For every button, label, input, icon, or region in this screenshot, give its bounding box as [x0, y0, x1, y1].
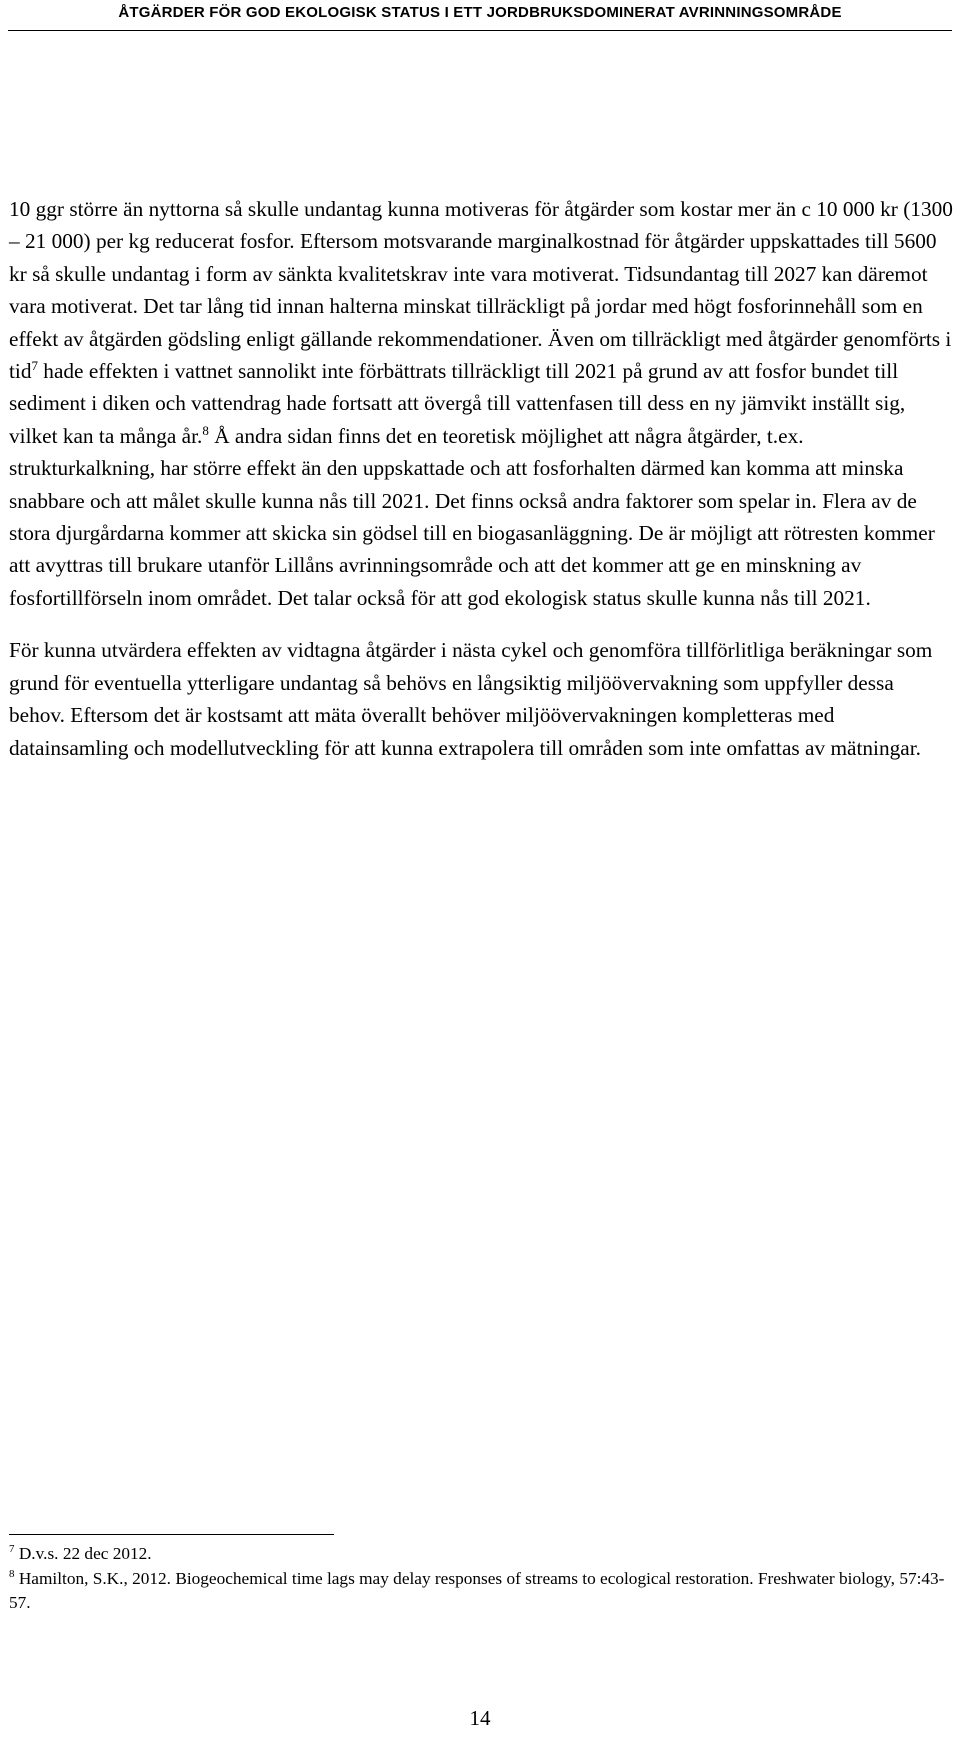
footnote-ref-7: 7	[31, 357, 38, 373]
footnote-number: 8	[9, 1567, 15, 1580]
footnote-text: Hamilton, S.K., 2012. Biogeochemical time lags may delay responses of streams to ecological restoration. Freshwater biology, 57:43-57.	[9, 1568, 945, 1612]
page-number: 14	[469, 1706, 491, 1730]
paragraph-1-part-c: Å andra sidan finns det en teoretisk möjlighet att några åtgärder, t.ex. strukturkalkning, har större effekt än den uppskattade och att fosforhalten därmed kan komma att minska snabbare och att målet skulle kunna nås till 2021. Det finns också andra faktorer som spelar in. Flera av de stora djurgårdarna kommer att skicka sin gödsel till en biogasanläggning. De är möjligt att rötresten kommer att avyttras till brukare utanför Lillåns avrinningsområde och att det kommer att ge en minskning av fosfortillförseln inom området. Det talar också för att god ekologisk status skulle kunna nås till 2021.	[9, 423, 935, 610]
footnote-8	[9, 1567, 953, 1616]
header-rule	[8, 30, 952, 31]
paragraph-2: För kunna utvärdera effekten av vidtagna åtgärder i nästa cykel och genomföra tillförlitliga beräkningar som grund för eventuella ytterligare undantag så behövs en långsiktig miljöövervakning som uppfyller dessa behov. Eftersom det är kostsamt att mäta överallt behöver miljöövervakningen kompletteras med datainsamling och modellutveckling för att kunna extrapolera till områden som inte omfattas av mätningar.	[9, 638, 933, 760]
footnote-number: 7	[9, 1543, 15, 1556]
footnote-7	[9, 1542, 953, 1567]
body-text	[9, 193, 953, 764]
running-header: ÅTGÄRDER FÖR GOD EKOLOGISK STATUS I ETT JORDBRUKSDOMINERAT AVRINNINGSOMRÅDE	[118, 4, 842, 21]
footnote-separator	[9, 1534, 334, 1535]
footnote-text: D.v.s. 22 dec 2012.	[14, 1544, 152, 1563]
paragraph-1-part-b: hade effekten i vattnet sannolikt inte förbättrats tillräckligt till 2021 på grund av att fosfor bundet till sediment i diken och vattendrag hade fortsatt att övergå till vattenfasen till dess en ny jämvikt inställt sig, vilket kan ta många år.	[9, 359, 906, 448]
paragraph-1-part-a: 10 ggr större än nyttorna så skulle undantag kunna motiveras för åtgärder som kostar mer än c 10 000 kr (1300 – 21 000) per kg reducerat fosfor. Eftersom motsvarande marginalkostnad för åtgärder uppskattades till 5600 kr så skulle undantag i form av sänkta kvalitetskrav inte vara motiverat. Tidsundantag till 2027 kan däremot vara motiverat. Det tar lång tid innan halterna minskat tillräckligt på jordar med högt fosforinnehåll som en effekt av åtgärden gödsling enligt gällande rekommendationer. Även om tillräckligt med åtgärder genomförts i tid	[9, 197, 953, 384]
paragraph-1	[9, 193, 953, 614]
footnote-ref-8: 8	[202, 422, 209, 438]
footnotes	[9, 1542, 953, 1616]
